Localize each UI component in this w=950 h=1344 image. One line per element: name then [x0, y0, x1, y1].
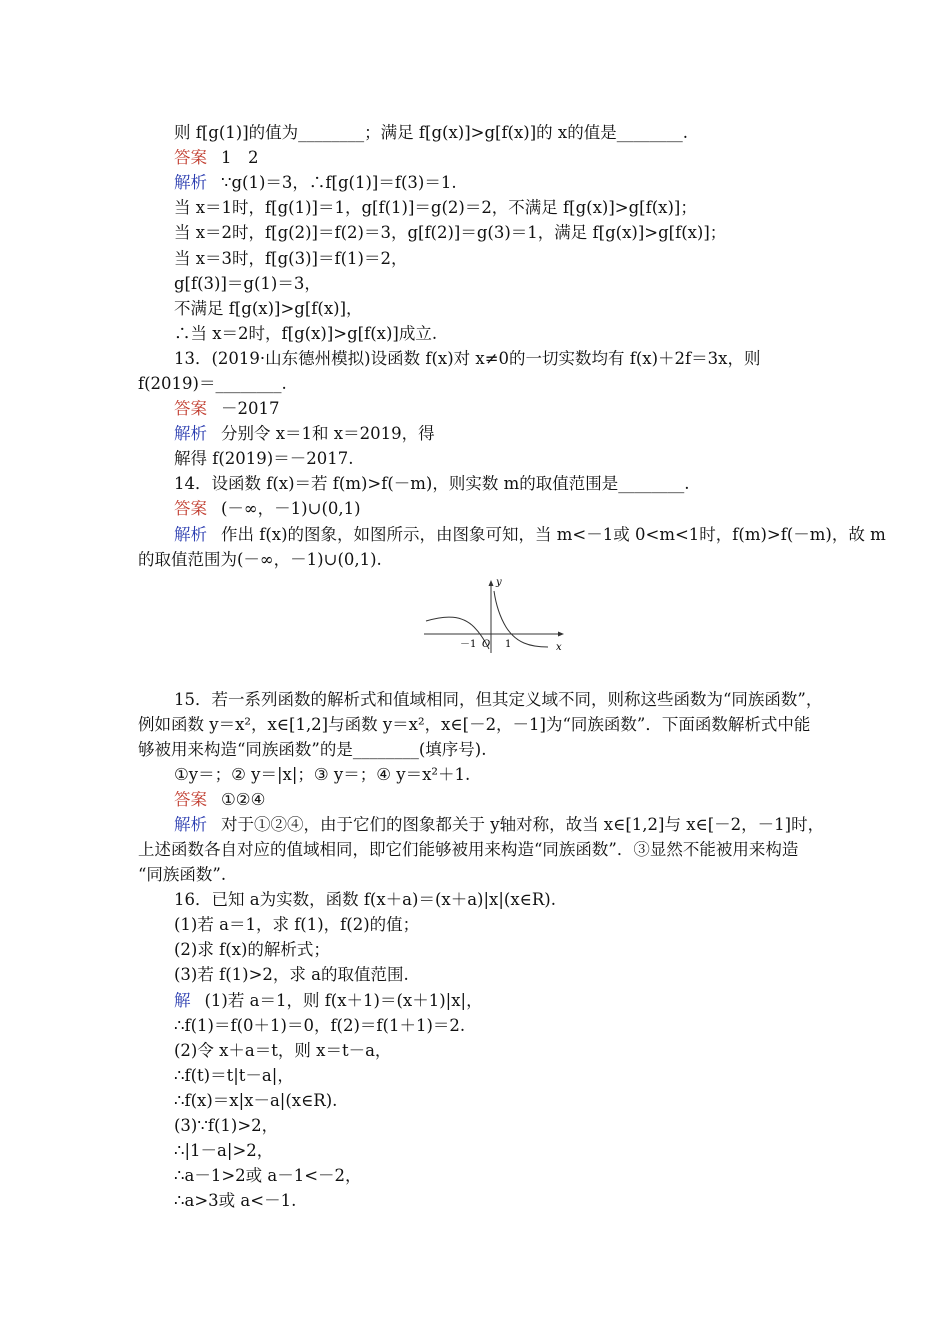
problem-15-question-line: 15．若一系列函数的解析式和值域相同，但其定义域不同，则称这些函数为“同族函数”，	[174, 690, 823, 709]
text-line: (2)令 x＋a＝t，则 x＝t－a，	[174, 1041, 392, 1060]
analysis-label: 解析	[174, 424, 207, 443]
problem-12-question-line: 则 f[g(1)]的值为________；满足 f[g(x)]>g[f(x)]的 x的值是________.	[174, 123, 688, 142]
text-line: 当 x＝3时，f[g(3)]＝f(1)＝2，	[174, 249, 408, 268]
analysis-line	[174, 814, 824, 836]
problem-13-question-line: 13．(2019·山东德州模拟)设函数 f(x)对 x≠0的一切实数均有 f(x)＋2f＝3x，则	[174, 349, 761, 368]
text-line: g[f(3)]＝g(1)＝3，	[174, 274, 321, 293]
text-line: ∴f(1)＝f(0＋1)＝0，f(2)＝f(1＋1)＝2.	[174, 1016, 466, 1035]
text-line: ∴f(x)＝x|x－a|(x∈R).	[174, 1091, 338, 1110]
answer-line	[174, 498, 361, 520]
answer-label: 答案	[174, 499, 207, 518]
analysis-text: ∵g(1)＝3，∴f[g(1)]＝f(3)＝1.	[221, 173, 457, 192]
answer-text: －2017	[221, 399, 280, 418]
analysis-label: 解析	[174, 173, 207, 192]
analysis-text: 对于①②④，由于它们的图象都关于 y轴对称，故当 x∈[1,2]与 x∈[－2，－1]时，	[221, 815, 825, 834]
y-axis-label: y	[496, 577, 502, 588]
text-line: ∴当 x＝2时，f[g(x)]>g[f(x)]成立.	[174, 324, 438, 343]
text-line: ∴a－1>2或 a－1<－2，	[174, 1166, 362, 1185]
x-axis-arrow	[558, 632, 564, 637]
text-line: (3)若 f(1)>2，求 a的取值范围.	[174, 965, 409, 984]
solution-line	[174, 990, 483, 1012]
analysis-label: 解析	[174, 815, 207, 834]
function-graph-figure	[422, 575, 570, 655]
text-line: (3)∵f(1)>2，	[174, 1116, 279, 1135]
answer-text: ①②④	[221, 790, 266, 809]
answer-label: 答案	[174, 399, 207, 418]
tick-label-neg1: －1	[460, 639, 477, 650]
text-line: 解得 f(2019)＝－2017.	[174, 449, 354, 468]
problem-13-question-line-cont: f(2019)＝________.	[138, 374, 287, 393]
answer-label: 答案	[174, 148, 207, 167]
analysis-label: 解析	[174, 525, 207, 544]
text-line: 例如函数 y＝x²，x∈[1,2]与函数 y＝x²，x∈[－2，－1]为“同族函数”．下面函数解析式中能	[138, 715, 811, 734]
answer-text: 1 2	[221, 148, 259, 167]
text-line: 上述函数各自对应的值域相同，即它们能够被用来构造“同族函数”．③显然不能被用来构造	[138, 840, 799, 859]
text-line: 不满足 f[g(x)]>g[f(x)]，	[174, 299, 363, 318]
problem-14-question-line: 14．设函数 f(x)＝若 f(m)>f(－m)，则实数 m的取值范围是________.	[174, 474, 690, 493]
solution-text: (1)若 a＝1，则 f(x＋1)＝(x＋1)|x|，	[204, 991, 483, 1010]
text-line: ∴a>3或 a<－1.	[174, 1191, 297, 1210]
x-axis-label: x	[556, 642, 562, 653]
curve-left-branch	[426, 617, 489, 649]
answer-line	[174, 147, 259, 169]
answer-label: 答案	[174, 790, 207, 809]
text-line: (2)求 f(x)的解析式；	[174, 940, 330, 959]
text-line: 当 x＝1时，f[g(1)]＝1，g[f(1)]＝g(2)＝2，不满足 f[g(x)]>g[f(x)]；	[174, 198, 697, 217]
analysis-text: 作出 f(x)的图象，如图所示，由图象可知，当 m<－1或 0<m<1时，f(m)>f(－m)，故 m	[221, 525, 886, 544]
tick-label-1: 1	[505, 639, 512, 650]
analysis-line	[174, 172, 457, 194]
text-line: ∴|1－a|>2，	[174, 1141, 274, 1160]
text-line: 够被用来构造“同族函数”的是________(填序号).	[138, 740, 487, 759]
solution-label: 解	[174, 991, 191, 1010]
answer-line	[174, 398, 280, 420]
y-axis-arrow	[489, 580, 494, 586]
analysis-line	[174, 524, 886, 546]
problem-16-question-line: 16．已知 a为实数，函数 f(x＋a)＝(x＋a)|x|(x∈R).	[174, 890, 556, 909]
answer-text: (－∞，－1)∪(0,1)	[221, 499, 361, 518]
origin-label: O	[482, 639, 491, 650]
options-line: ①y＝；② y＝|x|；③ y＝；④ y＝x²＋1.	[174, 765, 471, 784]
answer-line	[174, 789, 265, 811]
text-line: (1)若 a＝1，求 f(1)，f(2)的值；	[174, 915, 420, 934]
text-line: 当 x＝2时，f[g(2)]＝f(2)＝3，g[f(2)]＝g(3)＝1，满足 f[g(x)]>g[f(x)]；	[174, 223, 727, 242]
text-line: 的取值范围为(－∞，－1)∪(0,1).	[138, 550, 382, 569]
curve-right-branch	[494, 591, 548, 647]
text-line: “同族函数”.	[138, 865, 227, 884]
analysis-line	[174, 423, 435, 445]
analysis-text: 分别令 x＝1和 x＝2019，得	[221, 424, 435, 443]
text-line: ∴f(t)＝t|t－a|，	[174, 1066, 294, 1085]
